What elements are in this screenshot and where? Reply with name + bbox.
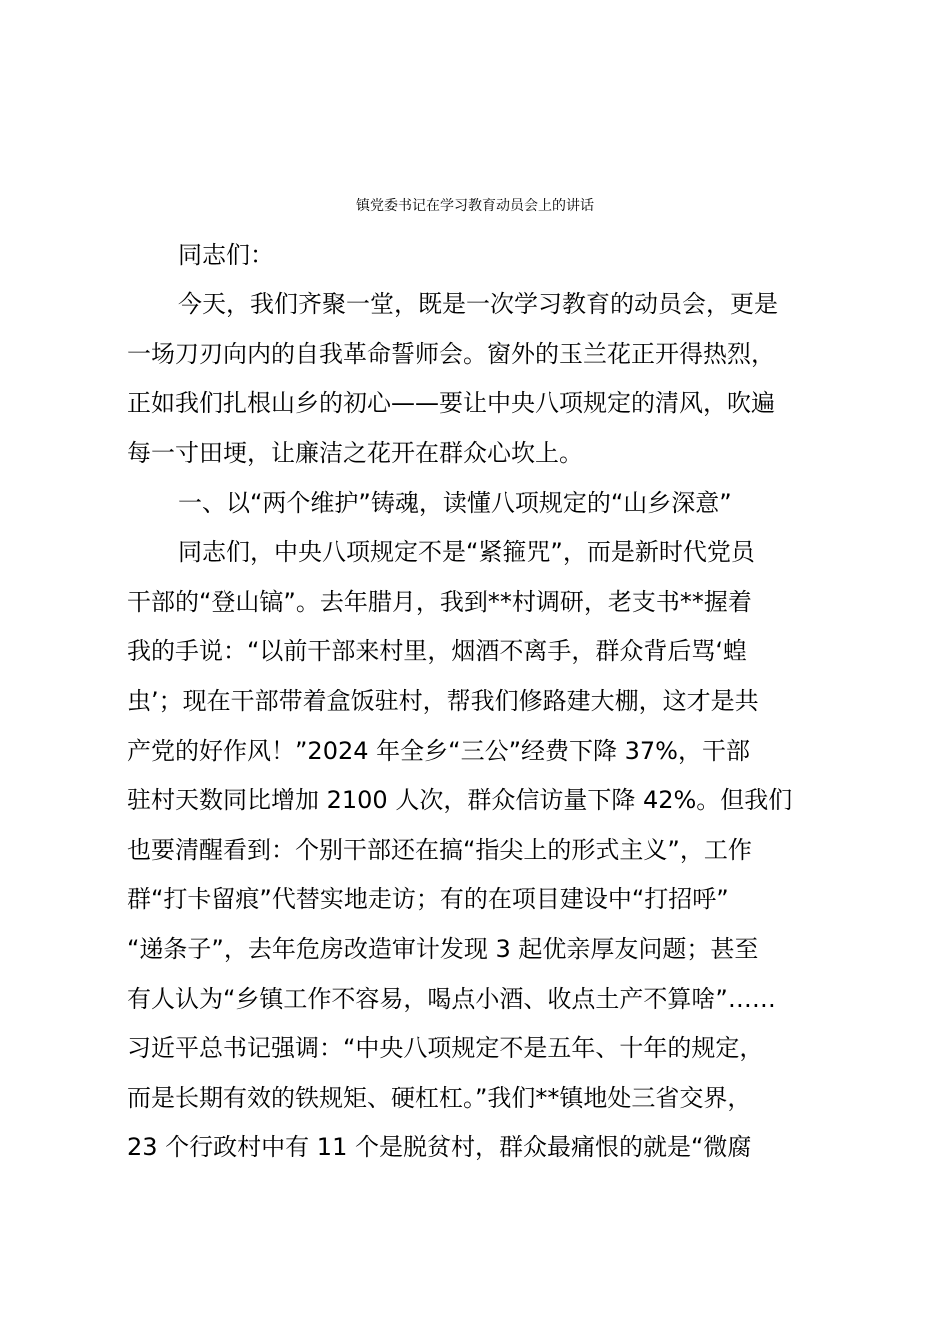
paragraph-line: 虫’；现在干部带着盒饭驻村，帮我们修路建大棚，这才是共: [127, 687, 759, 715]
paragraph-line: 每一寸田埂，让廉洁之花开在群众心坎上。: [127, 439, 583, 467]
paragraph-line: 习近平总书记强调：“中央八项规定不是五年、十年的规定，: [127, 1034, 764, 1062]
document-title: 镇党委书记在学习教育动员会上的讲话: [356, 198, 594, 214]
paragraph-line: 同志们，中央八项规定不是“紧箍咒”，而是新时代党员: [178, 538, 755, 566]
paragraph-line: 干部的“登山镐”。去年腊月，我到**村调研，老支书**握着: [127, 588, 752, 616]
paragraph-line: 也要清醒看到：个别干部还在搞“指尖上的形式主义”，工作: [127, 836, 752, 864]
paragraph-line: “递条子”，去年危房改造审计发现 3 起优亲厚友问题；甚至: [127, 935, 759, 963]
paragraph-line: 驻村天数同比增加 2100 人次，群众信访量下降 42%。但我们: [127, 786, 793, 814]
paragraph-line: 正如我们扎根山乡的初心——要让中央八项规定的清风，吹遍: [127, 389, 775, 417]
paragraph-line: 今天，我们齐聚一堂，既是一次学习教育的动员会，更是: [178, 290, 778, 318]
salutation: 同志们：: [178, 241, 274, 269]
paragraph-line: 一场刀刃向内的自我革命誓师会。窗外的玉兰花正开得热烈，: [127, 340, 775, 368]
paragraph-line: 23 个行政村中有 11 个是脱贫村，群众最痛恨的就是“微腐: [127, 1133, 752, 1161]
section-heading: 一、以“两个维护”铸魂，读懂八项规定的“山乡深意”: [178, 489, 732, 517]
paragraph-line: 产党的好作风！”2024 年全乡“三公”经费下降 37%，干部: [127, 737, 750, 765]
paragraph-line: 有人认为“乡镇工作不容易，喝点小酒、收点土产不算啥”……: [127, 985, 776, 1013]
paragraph-line: 我的手说：“以前干部来村里，烟酒不离手，群众背后骂‘蝗: [127, 637, 748, 665]
paragraph-line: 而是长期有效的铁规矩、硬杠杠。”我们**镇地处三省交界，: [127, 1084, 752, 1112]
paragraph-line: 群“打卡留痕”代替实地走访；有的在项目建设中“打招呼”: [127, 885, 729, 913]
